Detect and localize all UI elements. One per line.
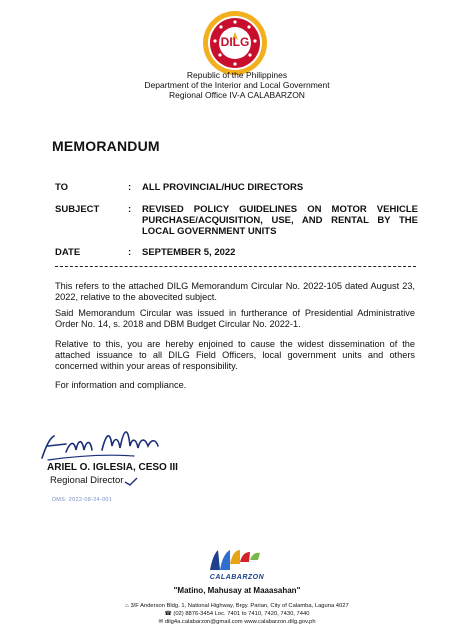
memo-title: MEMORANDUM	[52, 138, 160, 154]
footer-contact: ✉ dilg4a.calabarzon@gmail.com www.calabarzon.dilg.gov.ph	[158, 619, 316, 625]
seal-text: DILG	[220, 35, 250, 49]
initial-mark-icon	[124, 474, 138, 492]
body-paragraph-2: Said Memorandum Circular was issued in furtherance of Presidential Administrative Order No. 14, s. 2018 and DBM Budget Circular No. 2022-1.	[55, 308, 415, 329]
handwritten-signature	[36, 416, 186, 466]
letterhead-republic: Republic of the Philippines	[186, 70, 288, 80]
footer-motto: "Matino, Mahusay at Maaasahan"	[173, 586, 301, 595]
email-icon: ✉	[158, 619, 164, 625]
dms-reference: DMS: 2022-08-24-001	[52, 497, 113, 503]
subject-colon: :	[128, 204, 132, 215]
date-colon: :	[128, 247, 132, 258]
heading-divider	[55, 266, 416, 267]
dilg-seal-logo	[202, 10, 268, 76]
calabarzon-logo	[204, 544, 270, 574]
footer-address: ⌂ 3/F Anderson Bldg. 1, National Highway, Brgy. Parian, City of Calamba, Laguna 4027	[125, 603, 349, 609]
footer-phone: ☎ (02) 8876-3454 Loc. 7401 to 7410, 7420, 7430, 7440	[164, 611, 310, 617]
subject-value: REVISED POLICY GUIDELINES ON MOTOR VEHICLE PURCHASE/ACQUISITION, USE, AND RENTAL BY THE LOCAL GOVERNMENT UNITS	[142, 204, 418, 237]
signatory-title: Regional Director	[50, 475, 124, 486]
signature-icon	[36, 416, 186, 466]
letterhead-department: Department of the Interior and Local Government	[144, 80, 330, 90]
letterhead-regional-office: Regional Office IV-A CALABARZON	[169, 90, 305, 100]
calabarzon-logo-icon	[204, 544, 270, 574]
body-paragraph-1: This refers to the attached DILG Memorandum Circular No. 2022-105 dated August 23, 2022, relative to the abovecited subject.	[55, 281, 415, 302]
date-label: DATE	[55, 247, 81, 258]
calabarzon-logo-text: CALABARZON	[209, 574, 265, 581]
to-label: TO	[55, 182, 69, 193]
to-value: ALL PROVINCIAL/HUC DIRECTORS	[142, 182, 304, 193]
building-icon: ⌂	[125, 603, 129, 609]
phone-icon: ☎	[164, 611, 172, 617]
subject-label: SUBJECT	[55, 204, 100, 215]
date-value: SEPTEMBER 5, 2022	[142, 247, 236, 258]
body-paragraph-4: For information and compliance.	[55, 380, 187, 390]
signatory-name: ARIEL O. IGLESIA, CESO III	[47, 462, 178, 473]
to-colon: :	[128, 182, 132, 193]
body-paragraph-3: Relative to this, you are hereby enjoined to cause the widest dissemination of the attached issuance to all DILG Field Officers, local government units and others concerned within your areas of responsibility.	[55, 339, 415, 371]
